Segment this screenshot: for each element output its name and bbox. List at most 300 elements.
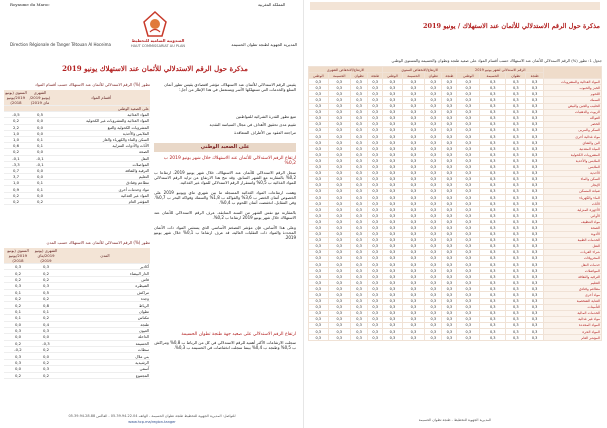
table-cell-value: 0,2 <box>28 198 52 204</box>
table-cell-value: 0,3 <box>526 176 544 182</box>
table-cell-value: 0,3 <box>526 194 544 200</box>
table-cell-label: المواصلات <box>52 161 150 167</box>
table-cell-value: 0,3 <box>350 188 367 194</box>
hcp-logo-icon <box>142 10 168 38</box>
table-cell-value: 0,3 <box>425 79 442 85</box>
footer-contact: للتواصل: المديرية الجهوية للتخطيط طنجة تطوان الحسيمة - الهاتف 05.39.94.22.04 - الفاكس 05.39.94.28.88 <box>68 414 236 418</box>
table-cell-value: 0,3 <box>457 176 480 182</box>
table-cell-value: 0,3 <box>350 249 367 255</box>
table-cell-value: 0,0 <box>4 366 32 372</box>
table-cell-value: 0,3 <box>350 207 367 213</box>
table-cell-value: 0,2 <box>4 276 32 282</box>
table-row-label: التأمينات <box>544 304 602 310</box>
table-cell-value: 0,3 <box>425 140 442 146</box>
table-categories <box>4 90 150 205</box>
table-cell-value: 0,3 <box>309 213 329 219</box>
table-cell-value: 0,3 <box>457 298 480 304</box>
table-cell-value: 0,3 <box>368 115 383 121</box>
table-cell-value: 0,3 <box>480 255 506 261</box>
table-cell-value: 0,3 <box>350 298 367 304</box>
table-cell-value: 0,3 <box>480 134 506 140</box>
table-cell-value: 0,3 <box>480 152 506 158</box>
table-row-label: المواد الغذائية والمشروبات <box>544 79 602 85</box>
table-cell-value: 0,3 <box>506 85 526 91</box>
table-cell-value: 0,3 <box>506 170 526 176</box>
table-cell-city: الدار البيضاء <box>60 270 150 276</box>
table-cell-city: القنيطرة <box>60 283 150 289</box>
table-cell-value: 0,3 <box>402 170 424 176</box>
table-cell-value: 0,3 <box>383 243 403 249</box>
table-cell-value: 0,3 <box>383 292 403 298</box>
table-cell-value: 0,3 <box>442 146 457 152</box>
table-cell-value: 0,3 <box>368 304 383 310</box>
table-cell-value: -0,5 <box>4 112 28 118</box>
body-national <box>154 170 296 245</box>
table-cell-value: 0,4 <box>32 321 60 327</box>
table-cell-value: 0,2 <box>4 198 28 204</box>
table-cell-value: 0,3 <box>309 140 329 146</box>
table-cell-value: 0,3 <box>402 335 424 341</box>
table-cell-value: 0,3 <box>425 207 442 213</box>
table-cell-value: 0,3 <box>457 201 480 207</box>
table-cell-value: 0,3 <box>442 121 457 127</box>
table-cell-value: 0,3 <box>480 127 506 133</box>
table-cell-value: 0,3 <box>350 286 367 292</box>
table-row-label: المواد المحددة <box>544 322 602 328</box>
table-cell-value: 0,3 <box>368 91 383 97</box>
table-cell-value: 0,3 <box>402 91 424 97</box>
table-cell-value: 0,3 <box>442 170 457 176</box>
table-cell-value: 0,3 <box>506 231 526 237</box>
table-cell-value: 0,3 <box>480 292 506 298</box>
table-cell-value: 0,3 <box>457 280 480 286</box>
table-cell-value: 0,3 <box>328 164 350 170</box>
table-cell-value: 0,3 <box>442 140 457 146</box>
table-row-label: الترفيه والثقافة <box>544 274 602 280</box>
table-cell-value: 0,3 <box>350 115 367 121</box>
table-row-label: مواد غير غذائية <box>544 316 602 322</box>
table-cell-value: 0,3 <box>442 310 457 316</box>
table-cell-value: 0,3 <box>480 79 506 85</box>
table-cell-value: 0,3 <box>383 274 403 280</box>
table-cell-value: 0,3 <box>402 146 424 152</box>
table-cell-value: 0,3 <box>402 304 424 310</box>
table-cell-value: 0,2 <box>4 149 28 155</box>
table-cell-value: 0,3 <box>350 134 367 140</box>
table-cell-value: 0,3 <box>309 286 329 292</box>
table-cell-value: 0,3 <box>402 316 424 322</box>
table-cell-value: 0,3 <box>368 146 383 152</box>
table-cell-value: 0,3 <box>506 97 526 103</box>
table-cell-value: 0,3 <box>368 158 383 164</box>
table-cell-value: 0,3 <box>425 255 442 261</box>
table-cell-value: 0,3 <box>480 103 506 109</box>
table-cell-value: 0,3 <box>457 231 480 237</box>
table-cell-value: 0,3 <box>309 274 329 280</box>
table-cell-value: 0,3 <box>368 152 383 158</box>
hcp-name-fr: HAUT COMMISSARIAT AU PLAN <box>130 44 186 48</box>
table-cell-value: 0,3 <box>309 268 329 274</box>
direction-fr: Direction Régionale de Tanger Tétouan Al Hoceima <box>10 42 112 47</box>
table-cell-value: 0,3 <box>480 225 506 231</box>
table-cell-value: 0,3 <box>457 103 480 109</box>
table-row-label: الصحة <box>544 225 602 231</box>
table-cell-value: 0,3 <box>526 237 544 243</box>
table-cell-value: 0,3 <box>350 292 367 298</box>
table-cell-value: 0,3 <box>368 207 383 213</box>
table-cell-label: السكن والماء والكهرباء والغاز <box>52 136 150 142</box>
table-cell-value: 0,3 <box>442 316 457 322</box>
table-cell-value: 0,3 <box>383 97 403 103</box>
table-cell-value: 0,3 <box>442 176 457 182</box>
table-cell-value: 0,3 <box>425 329 442 335</box>
table-cell-value: 0,0 <box>28 174 52 180</box>
table-row-label: المشروبات الكحولية <box>544 152 602 158</box>
table-cell-value: 0,3 <box>383 194 403 200</box>
table-cell-value: 0,3 <box>506 292 526 298</box>
table-cell-value: 0,3 <box>368 225 383 231</box>
table-row-label: مواد أخرى <box>544 292 602 298</box>
table-cell-value: 0,3 <box>350 152 367 158</box>
table-cell-value: 0,3 <box>309 91 329 97</box>
bullet-item: تتبع تطور القدرة الشرائية للمواطنين <box>236 114 296 119</box>
table-cell-value: 0,3 <box>368 316 383 322</box>
table-cell-value: 0,3 <box>350 103 367 109</box>
table-cell-value: 0,3 <box>506 103 526 109</box>
table-cell-value: 0,3 <box>442 152 457 158</box>
table-cell-value: 0,3 <box>442 91 457 97</box>
table-cell-label: الترفيه والثقافة <box>52 167 150 173</box>
table-cell-value: 0,3 <box>526 127 544 133</box>
table-cell-value: 0,3 <box>442 115 457 121</box>
table-cell-value: 0,3 <box>309 176 329 182</box>
table-cell-value: 0,3 <box>368 103 383 109</box>
table-cell-value: 0,3 <box>32 327 60 333</box>
table-cell-value: 0,3 <box>4 283 32 289</box>
table-cell-value: 0,3 <box>328 231 350 237</box>
table-cell-value: 0,3 <box>506 188 526 194</box>
table-cell-value: 0,3 <box>350 164 367 170</box>
table-cell-value: 0,3 <box>457 310 480 316</box>
table-cell-value: 0,3 <box>457 255 480 261</box>
table-cell-value: 0,3 <box>368 194 383 200</box>
table-cell-value: 0,3 <box>350 322 367 328</box>
table-cell-value: 0,3 <box>309 97 329 103</box>
table-cell-value: 0,2 <box>4 270 32 276</box>
table-cell-value: 0,3 <box>526 97 544 103</box>
table-cell-value: 0,3 <box>480 170 506 176</box>
direction-ar: المديرية الجهوية لطنجة تطوان الحسيمة <box>231 42 297 47</box>
table-cell-value: 0,3 <box>506 262 526 268</box>
column-header: طنجة <box>368 73 383 79</box>
table-cell-value: 0,3 <box>383 237 403 243</box>
table-cell-value: 0,2 <box>32 295 60 301</box>
table-cell-value: 0,2 <box>4 372 32 378</box>
table-cell-value: 0,3 <box>328 213 350 219</box>
table-cell-value: 0,3 <box>480 274 506 280</box>
table-cell-value: 0,3 <box>350 79 367 85</box>
table-cell-value: 0,3 <box>506 280 526 286</box>
table-cell-value: 0,3 <box>309 134 329 140</box>
table1-group-label: على الصعيد الوطني <box>4 106 150 112</box>
table-cell-value: 0,3 <box>402 292 424 298</box>
subheading-regional: ارتفاع الرقم الاستدلالي على صعيد جهة طنجة تطوان الحسيمة <box>181 332 296 337</box>
table-cell-value: 0,3 <box>506 249 526 255</box>
table-row-label: التعليم <box>544 280 602 286</box>
table-cell-value: 0,3 <box>506 109 526 115</box>
table-cell-label: المؤشر العام <box>52 198 150 204</box>
table-cell-value: 0,3 <box>402 97 424 103</box>
table-cell-value: 0,3 <box>328 201 350 207</box>
table-cell-value: 0,3 <box>383 213 403 219</box>
table-cell-value: 0,3 <box>526 188 544 194</box>
table-cell-value: 0,3 <box>309 109 329 115</box>
table-cell-value: 0,3 <box>368 322 383 328</box>
table-cell-value: 0,3 <box>506 140 526 146</box>
table-cell-value: 0,0 <box>28 149 52 155</box>
table-cell-value: 0,3 <box>350 329 367 335</box>
table-cell-value: 0,3 <box>402 274 424 280</box>
table-cell-value: 0,3 <box>368 109 383 115</box>
paragraph: وعلى هذا الأساس، فإن مؤشر التضخم الأساسي الذي يستثني المواد ذات الأثمان المحددة والمواد ذات التقلبات العالية، قد عرف ارتفاعا ب 0,1% خلال شهر يونيو 2019. <box>154 225 296 240</box>
table-cell-value: 0,3 <box>328 97 350 103</box>
table-cell-value: 0,3 <box>442 219 457 225</box>
table-cell-value: 0,3 <box>425 213 442 219</box>
table-cell-value: 0,3 <box>309 127 329 133</box>
table-cell-value: 0,3 <box>506 335 526 341</box>
table-cell-value: 0,3 <box>32 366 60 372</box>
table-row-label: المحروقات <box>544 255 602 261</box>
table-cell-value: 0,0 <box>4 334 32 340</box>
table-cell-value: 0,3 <box>350 304 367 310</box>
table-cell-value: 0,3 <box>480 85 506 91</box>
table-cell-value: 0,3 <box>368 97 383 103</box>
table-cell-value: 0,3 <box>328 335 350 341</box>
table-row-label: الأجهزة المنزلية <box>544 207 602 213</box>
table-cell-value: 0,2 <box>4 302 32 308</box>
table-cell-value: 0,3 <box>328 194 350 200</box>
table-cell-value: 0,3 <box>350 85 367 91</box>
table-cell-value: 0,3 <box>506 201 526 207</box>
table-cell-value: 0,3 <box>442 158 457 164</box>
table-cell-value: 0,3 <box>383 280 403 286</box>
table-cell-value: 0,3 <box>328 298 350 304</box>
table-cell-city: الداخلة <box>60 334 150 340</box>
table-cell-value: 0,1 <box>4 315 32 321</box>
table-row-label: الأحذية <box>544 170 602 176</box>
table-cell-value: 0,3 <box>350 201 367 207</box>
kingdom-ar: المملكة المغربية <box>258 2 286 7</box>
table-cell-value: 0,3 <box>328 188 350 194</box>
table-cell-value: 0,3 <box>526 164 544 170</box>
table-cell-value: 0,3 <box>526 213 544 219</box>
table-cell-value: 0,3 <box>309 249 329 255</box>
table-row-label: المؤشر العام <box>544 335 602 341</box>
table-cell-value: 0,3 <box>368 140 383 146</box>
table2-header: الشهري (يونيو 2019/ماي 2019) <box>32 248 60 264</box>
right-table-caption: جدول 1: تطور (%) الرقم الاستدلالي للأثمان عند الاستهلاك حسب أقسام المواد على صعيد طنجة وتطوان والحسيمة والمستوى الوطني <box>391 58 602 63</box>
table-cell-value: 0,3 <box>526 201 544 207</box>
table-cell-value: 0,3 <box>368 188 383 194</box>
table-cell-value: 0,3 <box>4 359 32 365</box>
table-cell-value: 0,3 <box>480 91 506 97</box>
table-cell-value: 0,3 <box>480 121 506 127</box>
table-row-label: مواد التنظيف <box>544 219 602 225</box>
table-cell-value: 0,3 <box>368 201 383 207</box>
table-cell-value: 0,3 <box>480 329 506 335</box>
table-cell-value: 0,3 <box>383 85 403 91</box>
table-cell-value: 0,3 <box>309 304 329 310</box>
table-cell-value: 0,3 <box>309 280 329 286</box>
table-cell-value: 0,3 <box>442 237 457 243</box>
table-cell-value: 0,3 <box>309 310 329 316</box>
intro-text: يقيس الرقم الاستدلالي للأثمان عند الاستهلاك، مؤشر اقتصادي يقيس تطور أثمان السلع والخدمات التي تستهلكها الأسر ويستعمل في هذا الإطار من أجل: <box>164 82 296 92</box>
table-cell-value: 0,3 <box>4 264 32 270</box>
table-cell-value: 0,3 <box>402 268 424 274</box>
table-cell-value: 0,3 <box>506 310 526 316</box>
table-cell-value: 0,3 <box>350 237 367 243</box>
table-cell-value: 0,3 <box>309 231 329 237</box>
table-cell-value: 0,3 <box>383 231 403 237</box>
table-cell-label: المشروبات الكحولية والتبغ <box>52 124 150 130</box>
table-cell-value: 0,2 <box>32 359 60 365</box>
table-cell-value: 0,3 <box>309 85 329 91</box>
table-cell-value: 0,3 <box>328 207 350 213</box>
table-cell-value: 0,3 <box>368 286 383 292</box>
table-cell-label: النقل <box>52 155 150 161</box>
right-footer: المديرية الجهوية للتخطيط - طنجة تطوان الحسيمة <box>418 418 492 422</box>
table-cell-value: 0,3 <box>350 91 367 97</box>
table-cell-value: 0,1 <box>28 186 52 192</box>
table-cell-value: 0,3 <box>328 152 350 158</box>
table-cell-value: 0,3 <box>383 219 403 225</box>
table-cell-value: 0,3 <box>368 310 383 316</box>
table-cell-value: 0,3 <box>506 164 526 170</box>
table-cell-value: 0,0 <box>32 334 60 340</box>
table-cell-value: 0,3 <box>383 127 403 133</box>
table-cell-value: 0,3 <box>309 329 329 335</box>
table-cell-value: 0,3 <box>383 335 403 341</box>
table-cities <box>4 248 150 379</box>
table-cell-value: 0,3 <box>457 207 480 213</box>
table-cell-value: 0,3 <box>457 85 480 91</box>
table-cell-value: 0,3 <box>425 335 442 341</box>
table-cell-value: -0,1 <box>4 155 28 161</box>
table-cell-value: 0,3 <box>425 201 442 207</box>
table-cell-value: 0,3 <box>425 182 442 188</box>
table-cell-value: 0,2 <box>4 340 32 346</box>
table-cell-value: 0,3 <box>442 85 457 91</box>
table-cell-value: 0,3 <box>425 158 442 164</box>
paragraph: بالمقارنة مع نفس الشهر من السنة السابقة، عرف الرقم الاستدلالي للأثمان عند الاستهلاك خلال شهر يونيو 2019 ارتفاعا ب 0,2%. <box>154 210 296 220</box>
table-cell-value: 0,3 <box>457 79 480 85</box>
column-header: طنجة <box>526 73 544 79</box>
table-cell-value: 0,3 <box>425 316 442 322</box>
table-cell-city: بني ملال <box>60 353 150 359</box>
table-cell-value: 0,3 <box>442 255 457 261</box>
table-row-label: الخبز والحبوب <box>544 85 602 91</box>
column-header: طنجة <box>442 73 457 79</box>
table-cell-value: 0,3 <box>480 316 506 322</box>
table-cell-value: 0,3 <box>328 79 350 85</box>
table-cell-value: 0,3 <box>402 237 424 243</box>
table-cell-value: 0,3 <box>425 103 442 109</box>
footer-website[interactable]: www.hcp.ma/region-tanger <box>128 420 176 424</box>
table-row-label: الحليب والجبن والبيض <box>544 103 602 109</box>
table-cell-value: 0,3 <box>368 262 383 268</box>
group-header: الارتفاع/الانخفاض الشهري <box>309 67 383 73</box>
table-cell-value: 0,3 <box>480 231 506 237</box>
table-cell-value: 0,3 <box>309 316 329 322</box>
table-cell-value: 0,3 <box>368 243 383 249</box>
table-cell-value: 0,3 <box>402 231 424 237</box>
table-cell-value: 0,3 <box>457 127 480 133</box>
table-cell-value: 0,3 <box>350 140 367 146</box>
table-cell-value: 0,3 <box>328 109 350 115</box>
table-cell-value: 0,3 <box>368 292 383 298</box>
column-header: الحسيمة <box>328 73 350 79</box>
table-cell-value: 0,3 <box>368 237 383 243</box>
table-cell-value: 0,3 <box>506 316 526 322</box>
table-cell-value: 0,3 <box>506 194 526 200</box>
table-cell-value: 0,3 <box>383 322 403 328</box>
table-cell-value: 0,3 <box>526 121 544 127</box>
table-cell-value: 0,3 <box>402 176 424 182</box>
table-cell-value: 0,3 <box>350 194 367 200</box>
table-row-label: العناية الشخصية <box>544 298 602 304</box>
table-cell-value: 0,0 <box>28 130 52 136</box>
table-cell-value: 0,3 <box>526 109 544 115</box>
table-cell-value: 0,3 <box>442 164 457 170</box>
table-cell-city: وجدة <box>60 295 150 301</box>
table-cell-value: 0,0 <box>28 167 52 173</box>
table-cell-value: 0,3 <box>309 182 329 188</box>
table-cell-value: 0,3 <box>506 121 526 127</box>
table-cell-value: 0,3 <box>402 188 424 194</box>
table-cell-value: 0,1 <box>32 308 60 314</box>
table-cell-value: 0,3 <box>480 164 506 170</box>
table-cell-value: 0,3 <box>402 255 424 261</box>
table-cell-value: 0,3 <box>442 97 457 103</box>
table-cell-value: 0,3 <box>309 201 329 207</box>
column-header: تطوان <box>506 73 526 79</box>
table2-header: السنوي (يونيو 2019/يونيو 2018) <box>4 248 32 264</box>
table-cell-value: 0,3 <box>328 249 350 255</box>
table-row-label: المياه المعدنية <box>544 146 602 152</box>
table-cell-value: 0,3 <box>383 207 403 213</box>
table-row-label: الأثاث <box>544 201 602 207</box>
table-cell-value: 0,3 <box>383 152 403 158</box>
table-cell-value: 0,3 <box>480 158 506 164</box>
table-row-label: صيانة المسكن <box>544 188 602 194</box>
table-cell-value: 0,3 <box>480 310 506 316</box>
table-cell-value: 0,3 <box>383 79 403 85</box>
table-cell-value: -3,3 <box>4 161 28 167</box>
table-cell-value: 0,3 <box>506 304 526 310</box>
table-cell-label: مواد وخدمات أخرى <box>52 186 150 192</box>
table-cell-value: 0,3 <box>383 316 403 322</box>
table-cell-value: 0,3 <box>328 225 350 231</box>
table-cell-value: 0,3 <box>309 158 329 164</box>
table-cell-value: 0,3 <box>457 134 480 140</box>
table-cell-value: 0,3 <box>309 292 329 298</box>
bullet-item: تقييم مدى تحقيق الأهداف في مجال السياسة النقدية <box>209 122 296 127</box>
table-cell-value: 0,3 <box>402 249 424 255</box>
table-cell-value: 0,3 <box>350 274 367 280</box>
table-cell-value: 0,3 <box>328 274 350 280</box>
table-cell-value: 0,3 <box>457 249 480 255</box>
table-cell-value: 0,3 <box>442 298 457 304</box>
